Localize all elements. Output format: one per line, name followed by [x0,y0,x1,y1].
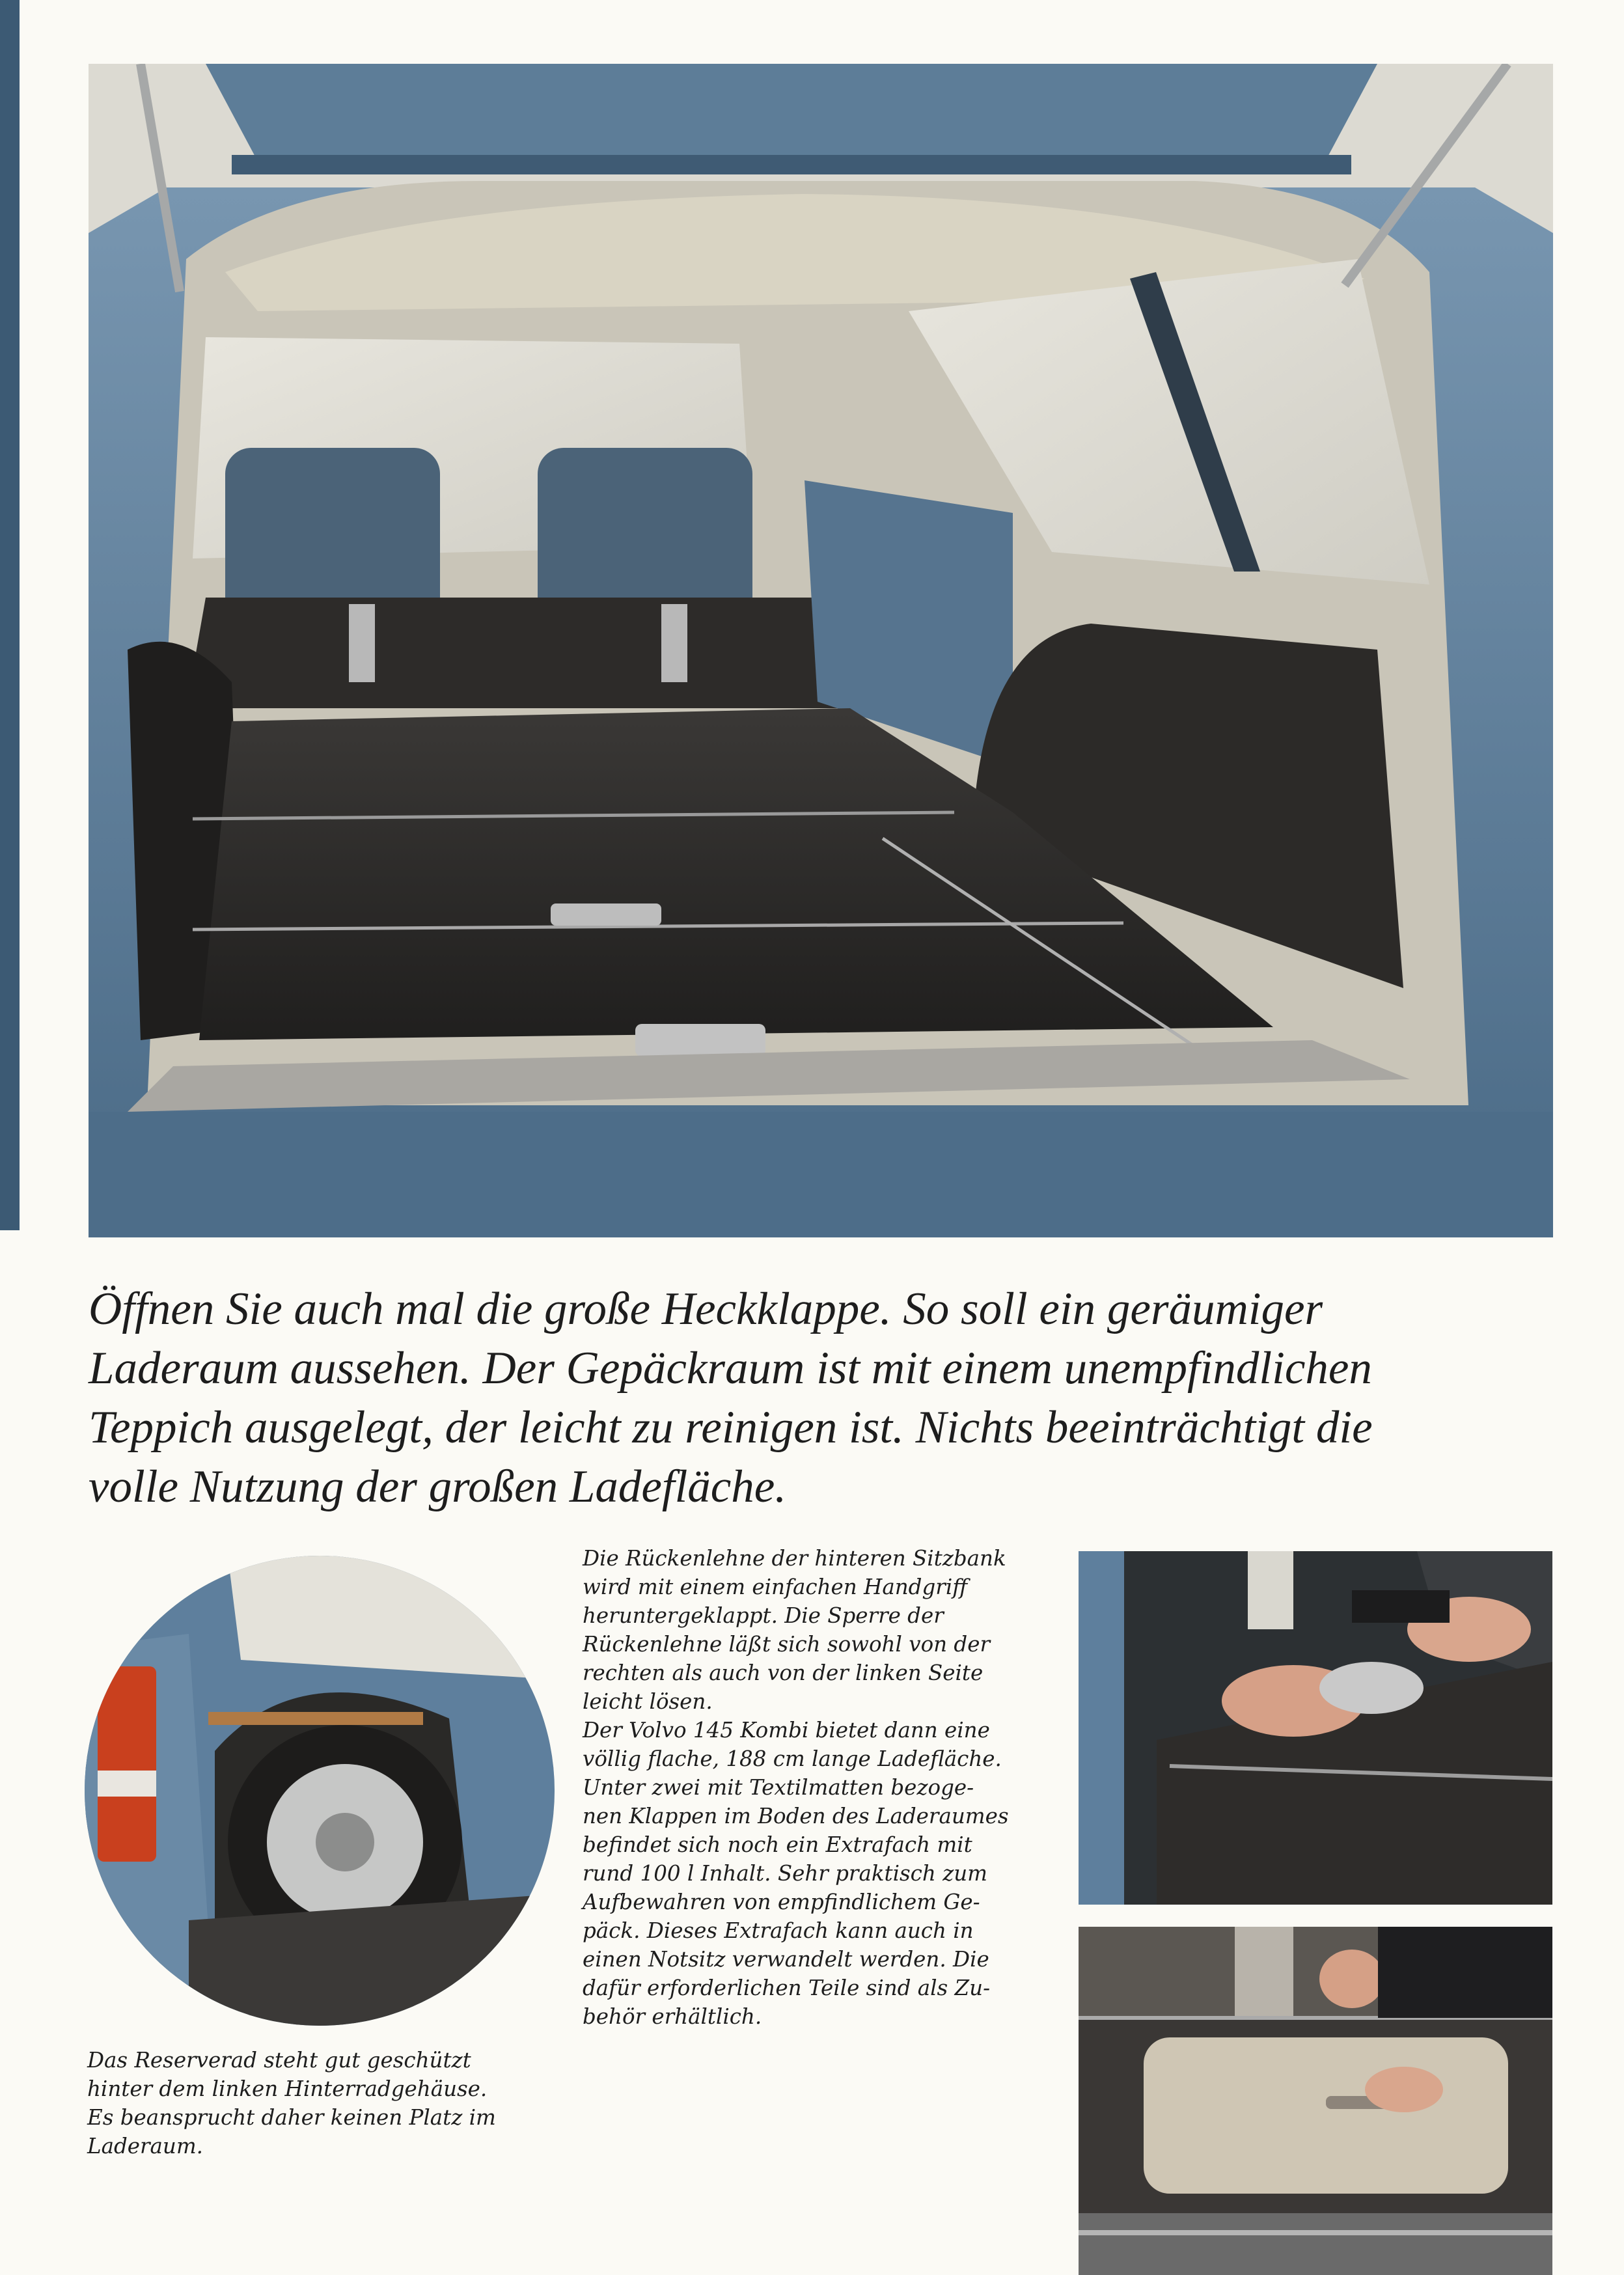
body-line: nen Klappen im Boden des Laderaumes [583,1804,1009,1828]
headline-paragraph [89,1280,1553,1517]
spare-wheel-photo [85,1556,555,2026]
body-line: dafür erforderlichen Teile sind als Zu- [583,1976,991,2000]
body-line: Der Volvo 145 Kombi bietet dann eine [583,1718,990,1743]
caption-line: Laderaum. [87,2134,203,2158]
body-line: befindet sich noch ein Extrafach mit [583,1832,972,1857]
body-line: heruntergeklappt. Die Sperre der [583,1603,944,1628]
body-line: rund 100 l Inhalt. Sehr praktisch zum [583,1861,987,1886]
body-line: päck. Dieses Extrafach kann auch in [583,1918,974,1943]
headline-line: volle Nutzung der großen Ladefläche. [89,1461,787,1512]
body-line: völlig flache, 188 cm lange Ladefläche. [583,1746,1002,1771]
caption-line: Es beansprucht daher keinen Platz im [87,2105,496,2130]
storage-compartment-suitcase-photo [1079,1927,1552,2275]
seat-release-handle-photo [1079,1551,1552,1905]
body-paragraph [583,1544,1064,2031]
body-line: Rückenlehne läßt sich sowohl von der [583,1632,990,1657]
headline-line: Laderaum aussehen. Der Gepäckraum ist mit einem unempfindlichen [89,1343,1372,1394]
caption-line: Das Reserverad steht gut geschützt [87,2048,471,2073]
body-line: Aufbewahren von empfindlichem Ge- [583,1890,980,1914]
page-edge-strip [0,0,20,1230]
body-line: wird mit einem einfachen Handgriff [583,1575,968,1599]
body-line: rechten als auch von der linken Seite [583,1661,984,1685]
body-line: behör erhältlich. [583,2004,762,2029]
body-line: einen Notsitz verwandelt werden. Die [583,1947,989,1972]
body-line: Unter zwei mit Textilmatten bezoge- [583,1775,974,1800]
spare-wheel-caption [87,2046,569,2160]
cargo-area-photo [89,64,1553,1237]
body-line: leicht lösen. [583,1689,713,1714]
body-line: Die Rückenlehne der hinteren Sitzbank [583,1546,1006,1571]
headline-line: Öffnen Sie auch mal die große Heckklappe. So soll ein geräumiger [89,1284,1323,1334]
headline-line: Teppich ausgelegt, der leicht zu reinigen ist. Nichts beeinträchtigt die [89,1402,1373,1453]
caption-line: hinter dem linken Hinterradgehäuse. [87,2076,488,2101]
